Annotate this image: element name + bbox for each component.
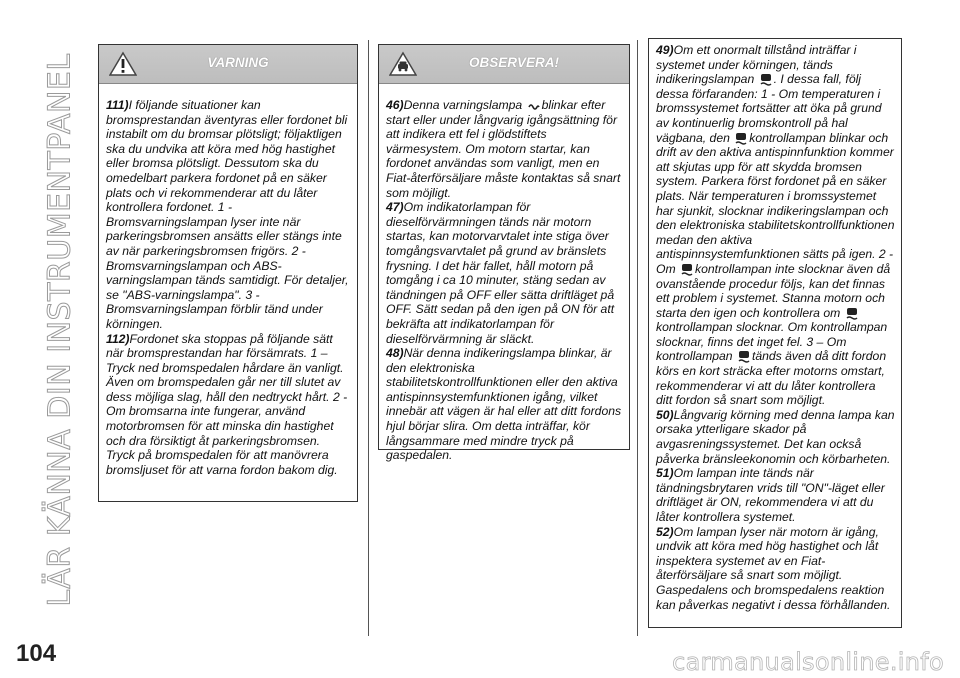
stability-control-icon <box>680 263 694 276</box>
note-paragraph: 111)I följande situationer kan bromsprestandan äventyras eller fordonet bli instabilt om du bromsar plötsligt; följaktligen ska du undvika att köra med hög hastighet eller bromsa plötsligt. Dessutom ska du omedelbart parkera fordonet på en säker plats och vi rekommenderar att du låter kontrollera fordonet. 1 - Bromsvarningslampan lyser inte när parkeringsbromsen ansätts eller stängs inte av när parkeringsbromsen frigörs. 2 - Bromsvarningslampan och ABS-varningslampan tänds samtidigt. För detaljer, se "ABS-varningslampa". 3 - Bromsvarningslampan förblir tänd under körningen. <box>106 98 349 331</box>
column-divider <box>637 40 638 636</box>
note-paragraph: 46)Denna varningslampa blinkar efter start eller under långvarig igångsättning för att indikera ett fel i glödstiftets värmesystem. Om motorn startar, kan fordonet användas som vanligt, men en Fiat-återförsäljare måste kontaktas så snart som möjligt. <box>386 98 621 200</box>
column-divider <box>368 40 369 636</box>
page-number: 104 <box>16 640 57 667</box>
stability-control-icon <box>734 132 748 145</box>
observera-header <box>379 45 629 84</box>
note-paragraph: 50)Långvarig körning med denna lampa kan orsaka ytterligare skador på avgasreningssystemet. Det kan också påverka bränsleekonomin och körbarheten. <box>656 407 895 466</box>
glow-plug-icon <box>527 102 541 112</box>
note-paragraph: 49)Om ett onormalt tillstånd inträffar i systemet under körningen, tänds indikeringslampan . I dessa fall, följ dessa förfaranden: 1 - Om temperaturen i bromssystemet fortsätter att öka på grund av kontinuerlig bromskontroll på hal vägbana, den kontrollampan blinkar och drift av den aktiva antispinnfunktion kommer att skjutas upp för att skydda bromsen system. Parkera först fordonet på en säker plats. När temperaturen i bromssystemet har sjunkit, slocknar indikeringslampan och den elektroniska stabilitetskontrollfunktionen medan den aktiva antispinnsystemfunktionen sätts på igen. 2 - Om kontrollampan inte slocknar även då ovanstående procedur följs, kan det finnas ett problem i systemet. Stanna motorn och starta den igen och kontrollera om kontrollampan slocknar. Om kontrollampan slocknar, finns det inget fel. 3 – Om kontrollampan tänds även då ditt fordon körs en kort sträcka efter motorns omstart, rekommenderar vi att du låter kontrollera ditt fordon så snart som möjligt. <box>656 43 895 408</box>
warning-title: VARNING <box>207 55 269 70</box>
stability-control-icon <box>737 350 751 363</box>
warning-box <box>98 44 358 502</box>
note-paragraph: 52)Om lampan lyser när motorn är igång, undvik att köra med hög hastighet och låt inspektera systemet av en Fiat-återförsäljare så snart som möjligt. Gaspedalens och bromspedalens reaktion kan påverkas negativt i dessa förhållanden. <box>656 524 891 612</box>
note-paragraph: 48)När denna indikeringslampa blinkar, är den elektroniska stabilitetskontrollfunktionen eller den aktiva antispinnsystemfunktionen igång, vilket innebär att vägen är hal eller att ditt fordons hjul börjar slira. Om detta inträffar, kör långsammare med mindre tryck på gaspedalen. <box>386 346 622 463</box>
side-chapter-title: LÄR KÄNNA DIN INSTRUMENTPANEL <box>42 53 78 607</box>
note-paragraph: 112)Fordonet ska stoppas på följande sätt när bromsprestandan har försämrats. 1 – Tryck ned bromspedalen hårdare än vanligt. Även om bromspedalen går ner till slutet av dess möjliga slag, håll den nedtryckt hårt. 2 - Om bromsarna inte fungerar, använd motorbromsen för att minska din hastighet och dra försiktigt åt parkeringsbromsen. Tryck på bromspedalen för att manövrera bromsljuset för att varna fordon bakom dig. <box>106 331 348 477</box>
observera-body <box>379 84 629 469</box>
warning-body <box>99 84 357 483</box>
stability-control-icon <box>759 73 773 86</box>
watermark: carmanualsonline.info <box>672 648 944 676</box>
continued-note-box <box>648 38 902 628</box>
note-paragraph: 51)Om lampan inte tänds när tändningsbrytaren vrids till "ON"-läget eller driftläget är ON, rekommendera vi att du låter kontrollera systemet. <box>656 466 885 524</box>
observera-box <box>378 44 630 463</box>
observera-title: OBSERVERA! <box>468 55 559 70</box>
continued-body <box>649 39 901 618</box>
note-paragraph: 47)Om indikatorlampan för dieselförvärmningen tänds när motorn startas, kan motorvarvtalet inte stiga över tomgångsvarvtalet på grund av bränslets frysning. I det här fallet, håll motorn på tomgång i ca 10 minuter, stäng sedan av tändningen på OFF eller sätta driftläget på OFF. Sätt sedan på den igen på ON för att bekräfta att indikatorlampan för dieselförvärmning är släckt. <box>386 200 615 346</box>
warning-header <box>99 45 357 84</box>
stability-control-icon <box>845 307 859 320</box>
